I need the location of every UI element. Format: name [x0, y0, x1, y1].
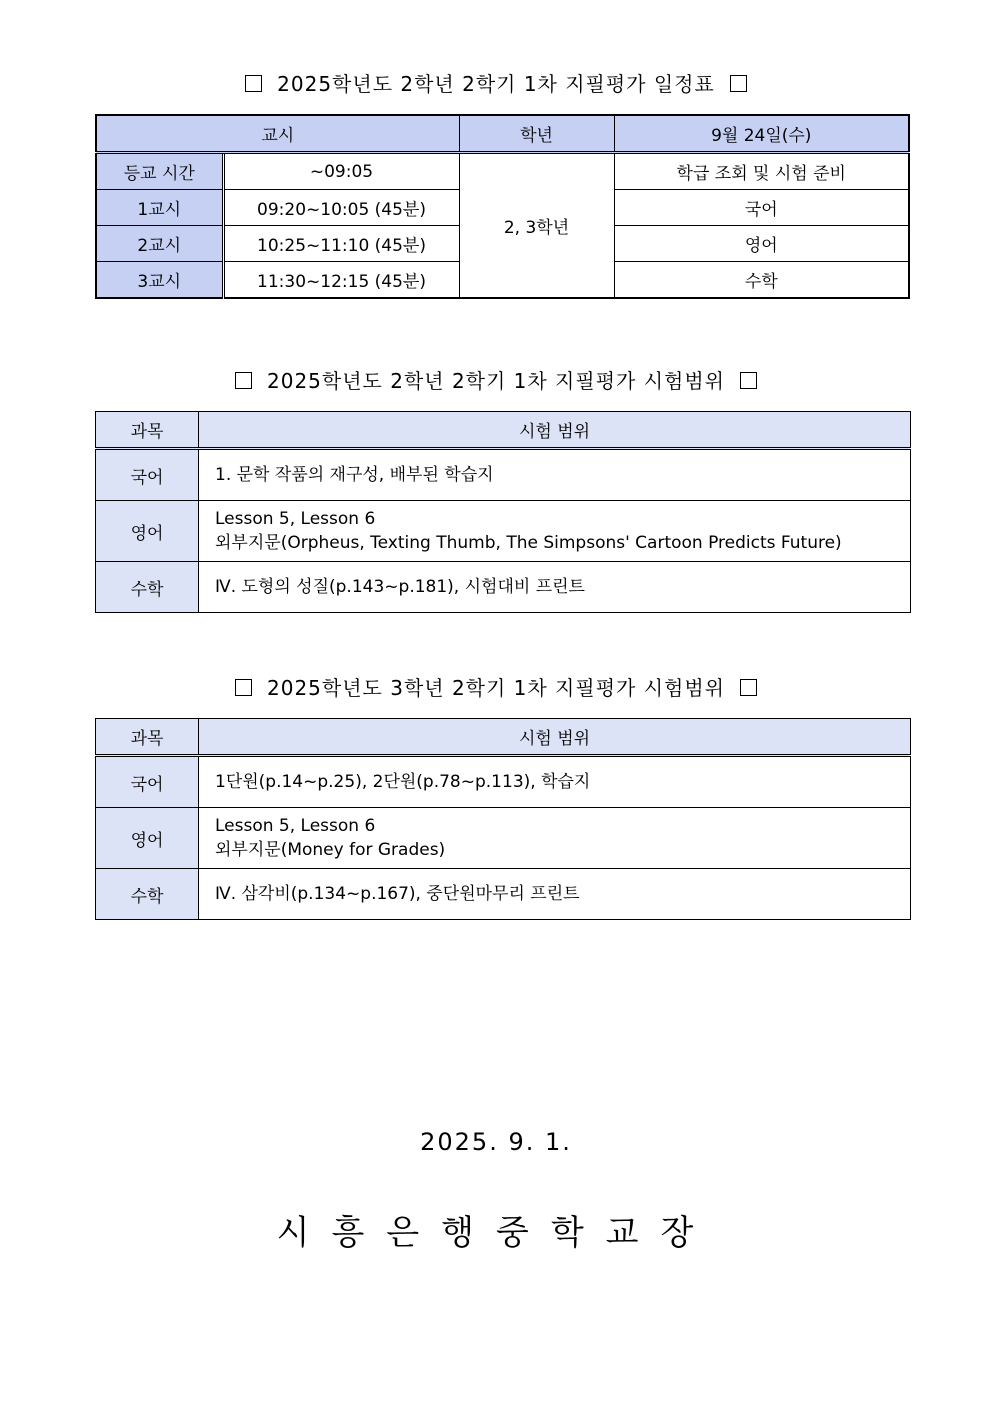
- range2-header-row: [96, 412, 911, 449]
- header-range: 시험 범위: [199, 719, 911, 756]
- table-row: [96, 153, 909, 190]
- schedule-header-row: [96, 115, 909, 153]
- table-row: [96, 501, 911, 562]
- range3-title: 2025학년도 3학년 2학기 1차 지필평가 시험범위: [267, 676, 725, 700]
- period-subject: 학급 조회 및 시험 준비: [614, 153, 909, 190]
- period-label: 3교시: [96, 262, 223, 299]
- subject-cell: 국어: [96, 756, 199, 808]
- range-line: Ⅳ. 삼각비(p.134~p.167), 중단원마무리 프린트: [215, 884, 580, 904]
- header-subject: 과목: [96, 719, 199, 756]
- schedule-table: [95, 114, 910, 299]
- table-row: [96, 449, 911, 501]
- principal-signature: 시흥은행중학교장: [276, 1213, 716, 1253]
- period-time: ~09:05: [223, 153, 459, 190]
- range3-title-line: [0, 672, 992, 701]
- subject-cell: 수학: [96, 562, 199, 613]
- subject-cell: 수학: [96, 869, 199, 920]
- range-line: Lesson 5, Lesson 6: [215, 816, 376, 836]
- checkbox-square-icon: [245, 75, 262, 92]
- document-date: 2025. 9. 1.: [420, 1128, 572, 1156]
- schedule-title-line: [0, 68, 992, 97]
- table-row: [96, 808, 911, 869]
- header-subject: 과목: [96, 412, 199, 449]
- header-period: 교시: [96, 115, 459, 153]
- range-line: 외부지문(Money for Grades): [215, 840, 446, 860]
- checkbox-square-icon: [740, 372, 757, 389]
- range-line: 1. 문학 작품의 재구성, 배부된 학습지: [215, 465, 494, 485]
- range2-title-line: [0, 365, 992, 394]
- schedule-title: 2025학년도 2학년 2학기 1차 지필평가 일정표: [277, 72, 715, 96]
- header-range: 시험 범위: [199, 412, 911, 449]
- table-row: [96, 756, 911, 808]
- range-cell: [199, 449, 911, 501]
- grade-value: 2, 3학년: [459, 153, 614, 299]
- range-cell: [199, 869, 911, 920]
- period-label: 등교 시간: [96, 153, 223, 190]
- subject-cell: 영어: [96, 501, 199, 562]
- range-line: 외부지문(Orpheus, Texting Thumb, The Simpsons' Cartoon Predicts Future): [215, 533, 842, 553]
- range3-header-row: [96, 719, 911, 756]
- period-subject: 수학: [614, 262, 909, 299]
- range-cell: [199, 808, 911, 869]
- period-label: 1교시: [96, 190, 223, 226]
- checkbox-square-icon: [730, 75, 747, 92]
- header-date: 9월 24일(수): [614, 115, 909, 153]
- period-time: 10:25~11:10 (45분): [223, 226, 459, 262]
- range-cell: [199, 756, 911, 808]
- range3-table: [95, 718, 911, 920]
- range2-title: 2025학년도 2학년 2학기 1차 지필평가 시험범위: [267, 369, 725, 393]
- range2-table: [95, 411, 911, 613]
- period-time: 11:30~12:15 (45분): [223, 262, 459, 299]
- range-line: Lesson 5, Lesson 6: [215, 509, 376, 529]
- checkbox-square-icon: [235, 679, 252, 696]
- period-subject: 국어: [614, 190, 909, 226]
- table-row: [96, 869, 911, 920]
- range-cell: [199, 501, 911, 562]
- table-row: [96, 562, 911, 613]
- subject-cell: 영어: [96, 808, 199, 869]
- checkbox-square-icon: [235, 372, 252, 389]
- range-line: 1단원(p.14~p.25), 2단원(p.78~p.113), 학습지: [215, 772, 591, 792]
- header-grade: 학년: [459, 115, 614, 153]
- range-cell: [199, 562, 911, 613]
- period-subject: 영어: [614, 226, 909, 262]
- period-time: 09:20~10:05 (45분): [223, 190, 459, 226]
- subject-cell: 국어: [96, 449, 199, 501]
- checkbox-square-icon: [740, 679, 757, 696]
- period-label: 2교시: [96, 226, 223, 262]
- range-line: Ⅳ. 도형의 성질(p.143~p.181), 시험대비 프린트: [215, 577, 585, 597]
